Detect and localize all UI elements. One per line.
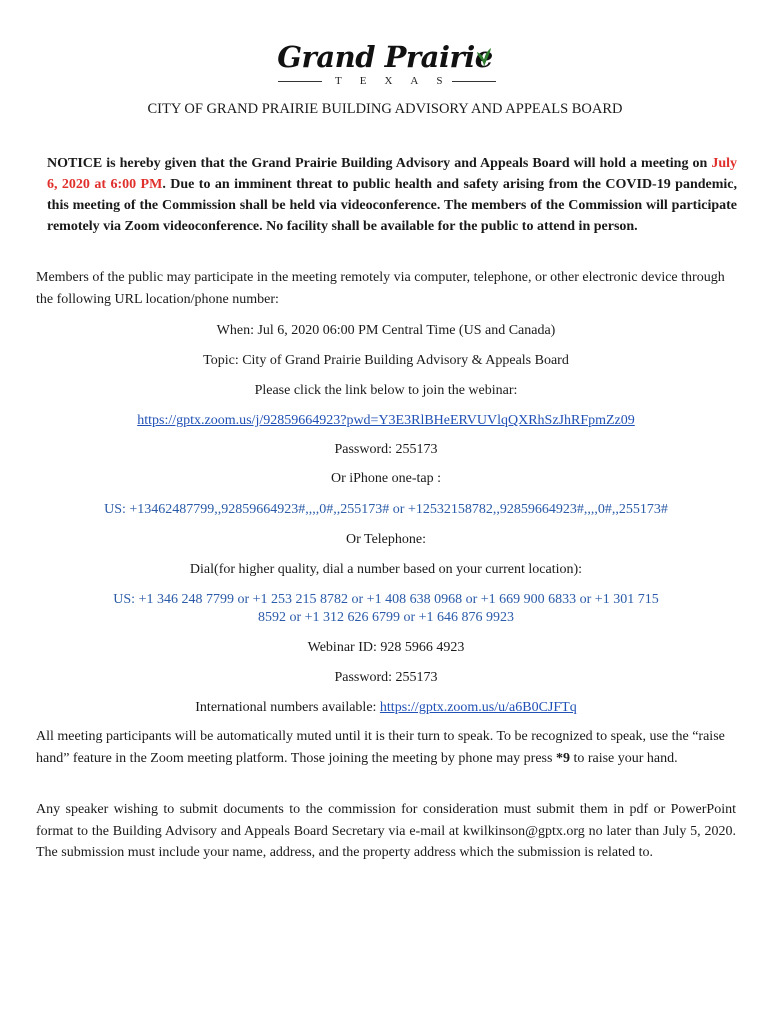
muted-text-1: All meeting participants will be automatically muted until it is their turn to speak. To be recognized to speak, use the “raise hand” feature in the Zoom meeting platform. Those joining the meeting by phone may press bbox=[36, 729, 725, 766]
dial-numbers-line-2[interactable]: 8592 or +1 312 626 6799 or +1 646 876 9923 bbox=[257, 610, 515, 625]
muted-text-2: to raise your hand. bbox=[569, 750, 678, 766]
password-2: Password: 255173 bbox=[334, 670, 438, 685]
international-label: International numbers available: bbox=[195, 700, 380, 715]
iphone-numbers[interactable]: US: +13462487799,,92859664923#,,,,0#,,255173# or +12532158782,,92859664923#,,,,0#,,255173# bbox=[104, 502, 668, 517]
speaker-paragraph: Any speaker wishing to submit documents to the commission for consideration must submit them in pdf or PowerPoint format to the Building Advisory and Appeals Board Secretary via e-mail at kwilkinson@gptx.org no later than July 5, 2020. The submission must include your name, address, and the property address which the submission is related to. bbox=[36, 802, 736, 860]
meeting-date: July 6, 2020 at 6:00 PM bbox=[47, 156, 737, 192]
password-1: Password: 255173 bbox=[334, 442, 438, 457]
webinar-id: Webinar ID: 928 5966 4923 bbox=[307, 640, 465, 655]
muted-paragraph bbox=[36, 726, 736, 769]
logo-texas: TEXAS bbox=[335, 75, 461, 87]
click-prompt: Please click the link below to join the webinar: bbox=[254, 383, 518, 398]
dial-label: Dial(for higher quality, dial a number based on your current location): bbox=[189, 562, 583, 577]
meeting-when: When: Jul 6, 2020 06:00 PM Central Time (US and Canada) bbox=[216, 323, 556, 338]
telephone-label: Or Telephone: bbox=[345, 532, 426, 547]
notice-text-2: . Due to an imminent threat to public health and safety arising from the COVID-19 pandemic, this meeting of the Commission shall be held via videoconference. The members of the Commission will participate remotely via Zoom videoconference. No facility shall be available for the public to attend in person. bbox=[47, 177, 737, 234]
webinar-link[interactable]: https://gptx.zoom.us/j/92859664923?pwd=Y3E3RlBHeERVUVlqQXRhSzJhRFpmZz09 bbox=[137, 413, 635, 428]
webinar-link-line bbox=[36, 411, 736, 431]
logo-subtitle bbox=[270, 74, 500, 88]
raise-hand-key: *9 bbox=[555, 750, 570, 766]
international-link[interactable]: https://gptx.zoom.us/u/a6B0CJFTq bbox=[379, 700, 577, 715]
leaf-icon bbox=[474, 46, 494, 68]
international-numbers-line bbox=[36, 698, 736, 718]
document-title: CITY OF GRAND PRAIRIE BUILDING ADVISORY AND APPEALS BOARD bbox=[147, 101, 623, 117]
iphone-label: Or iPhone one-tap : bbox=[330, 471, 442, 486]
logo-rule-left bbox=[278, 81, 322, 82]
meeting-topic: Topic: City of Grand Prairie Building Advisory & Appeals Board bbox=[203, 353, 569, 368]
logo-rule-right bbox=[452, 81, 496, 82]
dial-numbers-line-1[interactable]: US: +1 346 248 7799 or +1 253 215 8782 or +1 408 638 0968 or +1 669 900 6833 or +1 301 715 bbox=[113, 592, 659, 607]
intro-paragraph: Members of the public may participate in the meeting remotely via computer, telephone, or other electronic device through the following URL location/phone number: bbox=[36, 270, 725, 307]
grand-prairie-logo bbox=[270, 40, 500, 100]
notice-text-1: NOTICE is hereby given that the Grand Prairie Building Advisory and Appeals Board will hold a meeting on bbox=[47, 156, 712, 171]
notice-paragraph bbox=[47, 153, 737, 237]
logo-wordmark: Grand Prairie bbox=[277, 40, 493, 74]
